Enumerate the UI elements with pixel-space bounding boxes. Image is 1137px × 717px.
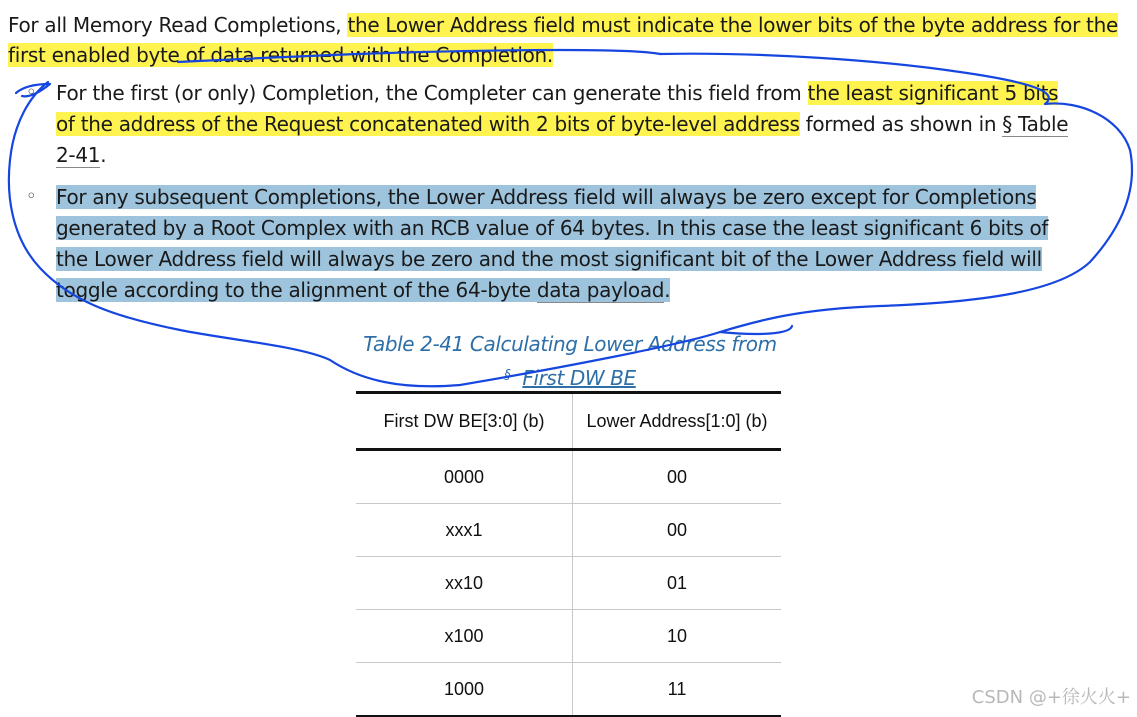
table-cell-lower-address: 00 <box>573 504 782 557</box>
bullet-highlighted-text: the least significant 5 bits of the address of the Request concatenated with 2 bits of byte-level address <box>56 81 1059 136</box>
bullet-plain-text: formed as shown in <box>799 112 1003 136</box>
table-row <box>356 610 781 663</box>
intro-highlighted-text: the Lower Address field must indicate the lower bits of the byte address for the first enabled byte of data returned with the Completion. <box>8 13 1118 67</box>
bullet-marker: ◦ <box>26 186 37 207</box>
bullet-highlighted-text: For any subsequent Completions, the Lower Address field will always be zero except for Completions generated by a Root Complex with an RCB value of 64 bytes. In this case the least significant 6 bits of the Lower Address field will always be zero and the most significant bit of the Lower Address field will toggle according to the alignment of the 64-byte <box>56 185 1049 302</box>
table-row <box>356 663 781 717</box>
table-cell-be: 1000 <box>356 663 573 717</box>
bullet-plain-text: . <box>100 143 107 167</box>
table-cell-lower-address: 10 <box>573 610 782 663</box>
table-cell-lower-address: 01 <box>573 557 782 610</box>
lower-address-table <box>356 391 781 717</box>
table-cross-reference-link[interactable]: § Table 2-41 <box>56 112 1069 167</box>
table-cell-lower-address: 00 <box>573 450 782 504</box>
table-header-first-dw-be: First DW BE[3:0] (b) <box>356 393 573 450</box>
table-header-lower-address: Lower Address[1:0] (b) <box>573 393 782 450</box>
section-symbol: § <box>504 368 511 383</box>
data-payload-link[interactable]: data payload <box>536 278 665 302</box>
table-caption-line2-wrap <box>300 360 840 394</box>
bullet-plain-text: For the first (or only) Completion, the Completer can generate this field from <box>56 81 808 105</box>
table-caption-line1: Table 2-41 Calculating Lower Address from <box>363 332 777 356</box>
table-caption-line2: First DW BE <box>522 366 636 390</box>
table-row <box>356 450 781 504</box>
intro-plain-text: For all Memory Read Completions, <box>8 13 348 37</box>
watermark: CSDN @+徐火火+ <box>971 687 1131 708</box>
bullet-marker: ◦ <box>26 82 37 103</box>
table-cell-be: 0000 <box>356 450 573 504</box>
intro-paragraph <box>8 10 1130 70</box>
table-cell-be: xx10 <box>356 557 573 610</box>
table-cell-be: xxx1 <box>356 504 573 557</box>
table-caption <box>300 329 840 394</box>
table-cell-be: x100 <box>356 610 573 663</box>
table-header-row <box>356 393 781 450</box>
bullet-text <box>56 78 1076 171</box>
table-cell-lower-address: 11 <box>573 663 782 717</box>
table-row <box>356 557 781 610</box>
bullet-plain-text: . <box>664 278 671 302</box>
table-row <box>356 504 781 557</box>
bullet-text <box>56 182 1076 306</box>
